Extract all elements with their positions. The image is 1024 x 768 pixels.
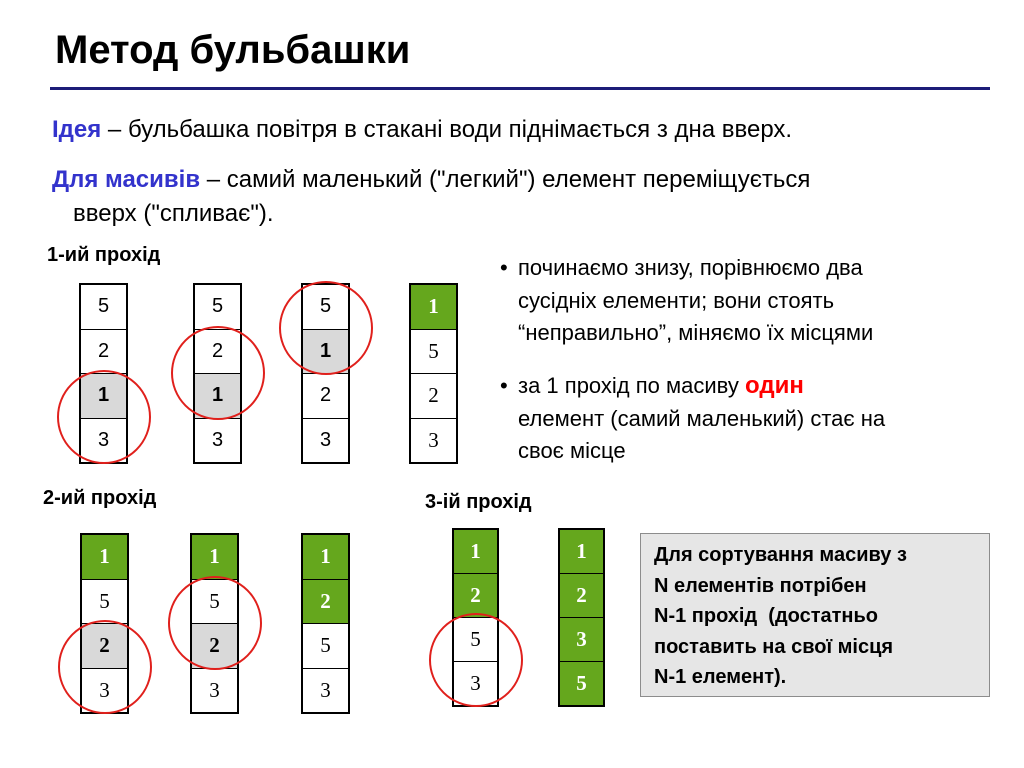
bullet-text	[518, 252, 873, 350]
bullet-line: починаємо знизу, порівнюємо два	[518, 255, 863, 280]
note-box-line: N елементів потрібен	[654, 574, 867, 597]
bullet-item	[500, 252, 873, 350]
array-cell-sorted: 1	[560, 530, 603, 573]
array-cell-default: 2	[303, 373, 348, 418]
bullet-line: сусідніх елементи; вони стоять	[518, 287, 835, 313]
bullet-glyph: •	[500, 255, 508, 280]
array-cell-default: 2	[195, 329, 240, 374]
note-box-line: поставить на свої місця	[654, 635, 894, 658]
pass-2-label: 2-ий прохід	[43, 487, 157, 509]
pass-2-array-result	[301, 533, 350, 714]
array-cell-default: 2	[81, 329, 126, 374]
array-cell-sorted: 1	[82, 535, 127, 579]
pass-3-array-result	[558, 528, 605, 707]
array-cell-compared: 2	[192, 623, 237, 668]
array-cell-default: 5	[319, 295, 332, 318]
array-cell-default: 5	[97, 295, 110, 318]
array-cell-sorted: 1	[192, 535, 237, 579]
array-cell-sorted: 2	[454, 573, 497, 617]
arrays-note-continuation: вверх ("спливає").	[73, 200, 274, 227]
array-cell-default: 3	[454, 661, 497, 705]
pass-2-array-step-1	[80, 533, 129, 714]
array-cell-default: 5	[454, 617, 497, 661]
arrays-note-term: Для масивів	[52, 166, 201, 193]
array-cell-default: 3	[192, 668, 237, 713]
arrays-note-text: – самий маленький ("легкий") елемент переміщується	[200, 166, 811, 193]
pass-1-array-step-2	[193, 283, 242, 464]
arrays-note-line	[52, 165, 810, 195]
bullet-text	[518, 370, 885, 468]
array-cell-default: 2	[411, 373, 456, 418]
array-cell-default: 3	[303, 668, 348, 713]
note-box-line: N-1 прохід (достатньо	[654, 605, 879, 628]
note-box-line: N-1 елемент).	[654, 666, 787, 689]
array-cell-compared: 1	[81, 373, 126, 418]
idea-line	[52, 115, 792, 145]
pass-2-array-step-2	[190, 533, 239, 714]
array-cell-default: 3	[411, 418, 456, 463]
pass-1-label: 1-ий прохід	[47, 244, 161, 266]
array-cell-default: 5	[411, 329, 456, 374]
bullet-emphasis: один	[744, 372, 804, 399]
pass-1-array-step-3	[301, 283, 350, 464]
bullet-item	[500, 370, 885, 468]
array-cell-default: 5	[303, 623, 348, 668]
pass-3-label: 3-ій прохід	[425, 491, 532, 513]
array-cell-default: 3	[195, 418, 240, 463]
idea-text: – бульбашка повітря в стакані води піднімається з дна вверх.	[101, 116, 793, 143]
array-cell-sorted: 1	[303, 535, 348, 579]
bullet-line-text: за 1 прохід по масиву	[518, 373, 745, 398]
array-cell-compared: 1	[303, 329, 348, 374]
bullet-line	[518, 370, 885, 403]
array-cell-default: 3	[81, 418, 126, 463]
array-cell-default: 5	[82, 579, 127, 624]
bullet-line: “неправильно”, міняємо їх місцями	[518, 320, 874, 345]
array-cell-compared: 1	[195, 373, 240, 418]
array-cell-default: 3	[303, 418, 348, 463]
idea-term: Ідея	[52, 116, 102, 143]
array-cell-sorted: 3	[560, 617, 603, 661]
array-cell-compared: 2	[82, 623, 127, 668]
array-cell-sorted: 2	[560, 573, 603, 617]
array-cell-sorted: 2	[303, 579, 348, 624]
bullet-line: своє місце	[518, 438, 626, 463]
pass-1-array-result	[409, 283, 458, 464]
array-cell-default: 5	[211, 295, 224, 318]
array-cell-sorted: 5	[560, 661, 603, 705]
pass-3-array-step-1	[452, 528, 499, 707]
bullet-glyph: •	[500, 373, 508, 398]
title-rule	[50, 87, 990, 90]
note-box	[640, 533, 990, 697]
array-cell-default: 3	[82, 668, 127, 713]
bullet-line: елемент (самий маленький) стає на	[518, 405, 886, 431]
array-cell-default: 5	[192, 579, 237, 624]
array-cell-sorted: 1	[454, 530, 497, 573]
note-box-line: Для сортування масиву з	[654, 544, 907, 566]
pass-1-array-step-1	[79, 283, 128, 464]
array-cell-sorted: 1	[411, 285, 456, 329]
slide-title: Метод бульбашки	[55, 28, 411, 72]
